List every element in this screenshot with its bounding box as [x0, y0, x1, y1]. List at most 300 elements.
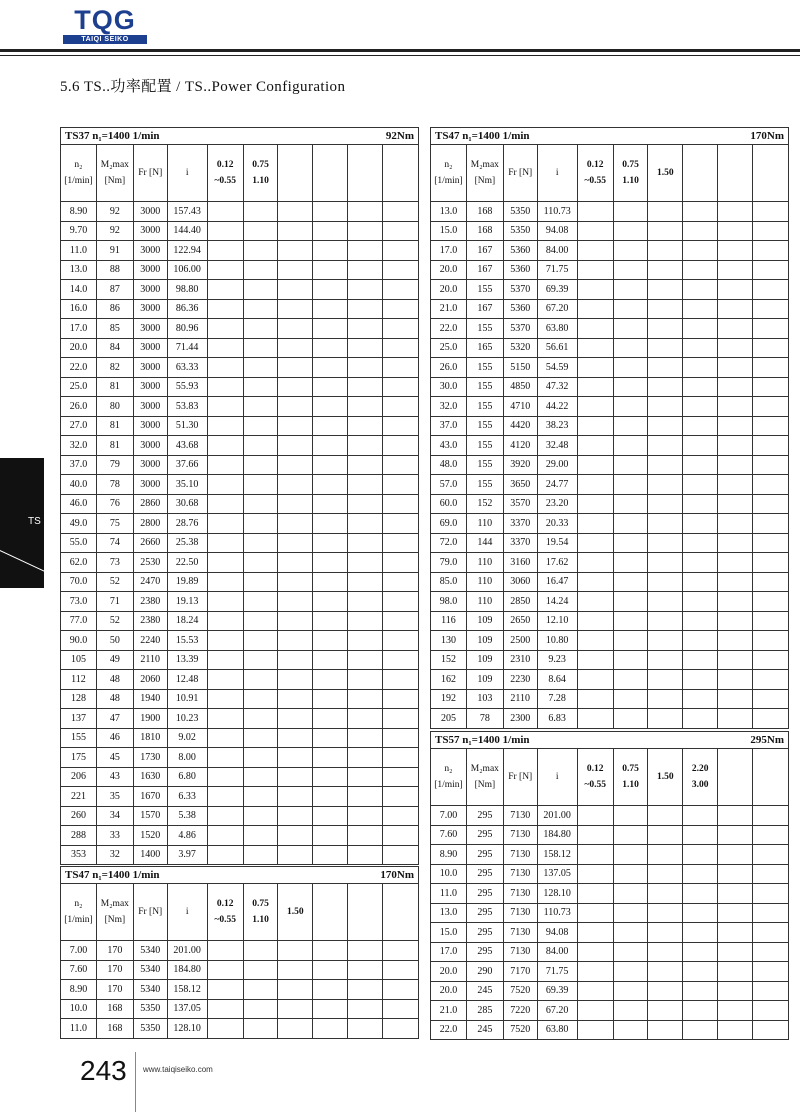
- data-cell: 1730: [133, 748, 167, 768]
- data-cell: 3000: [133, 299, 167, 319]
- data-cell: 16.47: [537, 572, 577, 592]
- power-cell: [278, 650, 313, 670]
- power-cell: [683, 806, 718, 826]
- power-cell: [243, 960, 278, 980]
- power-cell: [718, 455, 753, 475]
- table-row: [431, 416, 789, 436]
- power-cell: [313, 960, 348, 980]
- header-row: [431, 749, 789, 806]
- power-cell: [648, 923, 683, 943]
- power-cell: [613, 221, 648, 241]
- power-cell: [577, 572, 613, 592]
- power-cell: [718, 494, 753, 514]
- table-title-row: [431, 732, 789, 749]
- power-cell: [243, 611, 278, 631]
- power-cell: [243, 941, 278, 961]
- power-cell: [243, 670, 278, 690]
- power-cell: [313, 299, 348, 319]
- power-cell: [683, 592, 718, 612]
- power-cell: [718, 319, 753, 339]
- power-cell: [348, 709, 383, 729]
- data-cell: 63.80: [537, 319, 577, 339]
- data-cell: 78: [466, 709, 503, 729]
- data-cell: 7130: [503, 864, 537, 884]
- data-cell: 76: [96, 494, 133, 514]
- data-cell: 260: [61, 806, 97, 826]
- power-column-header: [348, 884, 383, 941]
- table-row: [431, 572, 789, 592]
- power-cell: [382, 728, 418, 748]
- power-cell: [382, 1019, 418, 1039]
- data-cell: 158.12: [167, 980, 207, 1000]
- power-cell: [313, 221, 348, 241]
- power-cell: [648, 611, 683, 631]
- data-cell: 55.93: [167, 377, 207, 397]
- data-cell: 25.38: [167, 533, 207, 553]
- data-cell: 47.32: [537, 377, 577, 397]
- column-header-fr: Fr [N]: [503, 749, 537, 806]
- power-cell: [613, 923, 648, 943]
- power-cell: [718, 670, 753, 690]
- power-cell: [718, 962, 753, 982]
- data-cell: 192: [431, 689, 467, 709]
- power-cell: [752, 299, 788, 319]
- power-column-header: [278, 145, 313, 202]
- power-cell: [348, 377, 383, 397]
- power-cell: [752, 494, 788, 514]
- power-cell: [313, 338, 348, 358]
- data-cell: 5350: [503, 221, 537, 241]
- power-cell: [278, 475, 313, 495]
- data-cell: 9.23: [537, 650, 577, 670]
- power-cell: [752, 397, 788, 417]
- power-cell: [313, 514, 348, 534]
- power-cell: [577, 338, 613, 358]
- data-cell: 10.0: [431, 864, 467, 884]
- data-cell: 3570: [503, 494, 537, 514]
- power-cell: [348, 826, 383, 846]
- data-cell: 155: [61, 728, 97, 748]
- table-row: [431, 533, 789, 553]
- table-row: [431, 611, 789, 631]
- data-cell: 85: [96, 319, 133, 339]
- power-cell: [718, 942, 753, 962]
- power-cell: [243, 709, 278, 729]
- power-cell: [648, 864, 683, 884]
- data-cell: 5.38: [167, 806, 207, 826]
- power-cell: [207, 572, 243, 592]
- power-cell: [207, 221, 243, 241]
- data-cell: 110: [466, 514, 503, 534]
- power-cell: [382, 709, 418, 729]
- data-cell: 295: [466, 884, 503, 904]
- data-cell: 110.73: [537, 202, 577, 222]
- power-cell: [648, 592, 683, 612]
- data-cell: 20.0: [431, 260, 467, 280]
- data-cell: 5360: [503, 299, 537, 319]
- power-cell: [577, 923, 613, 943]
- power-cell: [382, 670, 418, 690]
- data-cell: 295: [466, 845, 503, 865]
- power-cell: [718, 689, 753, 709]
- data-cell: 52: [96, 611, 133, 631]
- power-cell: [613, 903, 648, 923]
- power-cell: [683, 358, 718, 378]
- power-cell: [577, 319, 613, 339]
- power-column-header: 0.12 ~0.55: [207, 145, 243, 202]
- power-cell: [683, 1001, 718, 1021]
- table-title-row: [61, 867, 419, 884]
- power-cell: [648, 397, 683, 417]
- data-cell: 51.30: [167, 416, 207, 436]
- data-cell: 3000: [133, 436, 167, 456]
- power-cell: [348, 1019, 383, 1039]
- power-cell: [207, 728, 243, 748]
- power-cell: [648, 689, 683, 709]
- table-row: [431, 241, 789, 261]
- column-header-n2: n₂ [1/min]: [61, 884, 97, 941]
- power-cell: [613, 416, 648, 436]
- power-cell: [348, 221, 383, 241]
- power-column-header: [313, 884, 348, 941]
- power-cell: [752, 377, 788, 397]
- data-cell: 11.0: [61, 1019, 97, 1039]
- data-cell: 3000: [133, 241, 167, 261]
- power-cell: [718, 845, 753, 865]
- data-cell: 20.0: [431, 981, 467, 1001]
- data-cell: 32.0: [61, 436, 97, 456]
- data-cell: 9.02: [167, 728, 207, 748]
- power-cell: [683, 338, 718, 358]
- header-row: [431, 145, 789, 202]
- data-cell: 17.0: [431, 241, 467, 261]
- power-column-header: [718, 145, 753, 202]
- data-cell: 13.39: [167, 650, 207, 670]
- power-cell: [752, 514, 788, 534]
- logo-mark: TQG: [74, 5, 136, 35]
- data-cell: 353: [61, 845, 97, 865]
- power-cell: [207, 787, 243, 807]
- power-cell: [278, 338, 313, 358]
- data-cell: 105: [61, 650, 97, 670]
- data-cell: 3000: [133, 221, 167, 241]
- data-cell: 167: [466, 260, 503, 280]
- power-cell: [382, 202, 418, 222]
- data-cell: 81: [96, 377, 133, 397]
- power-cell: [313, 533, 348, 553]
- power-cell: [718, 377, 753, 397]
- table-row: [431, 377, 789, 397]
- power-cell: [752, 338, 788, 358]
- power-cell: [348, 592, 383, 612]
- table-row: [61, 319, 419, 339]
- power-cell: [313, 767, 348, 787]
- power-cell: [648, 241, 683, 261]
- data-cell: 2380: [133, 611, 167, 631]
- power-cell: [718, 923, 753, 943]
- data-cell: 3000: [133, 455, 167, 475]
- power-cell: [718, 903, 753, 923]
- data-cell: 86.36: [167, 299, 207, 319]
- power-cell: [243, 260, 278, 280]
- power-cell: [683, 319, 718, 339]
- power-cell: [278, 999, 313, 1019]
- power-cell: [348, 787, 383, 807]
- power-cell: [683, 533, 718, 553]
- power-cell: [752, 475, 788, 495]
- data-cell: 13.0: [61, 260, 97, 280]
- power-cell: [313, 592, 348, 612]
- power-cell: [313, 358, 348, 378]
- power-cell: [752, 923, 788, 943]
- data-cell: 1570: [133, 806, 167, 826]
- data-cell: 3920: [503, 455, 537, 475]
- power-cell: [577, 845, 613, 865]
- power-cell: [683, 903, 718, 923]
- power-cell: [348, 436, 383, 456]
- power-cell: [278, 592, 313, 612]
- power-cell: [207, 553, 243, 573]
- ts57-table: [430, 731, 789, 1040]
- power-cell: [648, 553, 683, 573]
- power-cell: [613, 475, 648, 495]
- data-cell: 80: [96, 397, 133, 417]
- data-cell: 7130: [503, 806, 537, 826]
- column-header-fr: Fr [N]: [133, 884, 167, 941]
- power-cell: [648, 631, 683, 651]
- data-cell: 128: [61, 689, 97, 709]
- data-cell: 2380: [133, 592, 167, 612]
- power-cell: [207, 767, 243, 787]
- power-cell: [683, 611, 718, 631]
- power-cell: [348, 999, 383, 1019]
- power-column-header: [752, 749, 788, 806]
- data-cell: 5370: [503, 319, 537, 339]
- power-cell: [683, 241, 718, 261]
- data-cell: 130: [431, 631, 467, 651]
- power-cell: [613, 319, 648, 339]
- data-cell: 74: [96, 533, 133, 553]
- table-row: [61, 358, 419, 378]
- data-cell: 85.0: [431, 572, 467, 592]
- power-cell: [243, 806, 278, 826]
- data-cell: 29.00: [537, 455, 577, 475]
- side-tab-label: TS: [28, 516, 41, 527]
- power-cell: [313, 416, 348, 436]
- data-cell: 30.68: [167, 494, 207, 514]
- data-cell: 22.0: [431, 1020, 467, 1040]
- table-row: [61, 611, 419, 631]
- data-cell: 6.83: [537, 709, 577, 729]
- power-cell: [207, 299, 243, 319]
- table-row: [431, 825, 789, 845]
- data-cell: 91: [96, 241, 133, 261]
- power-cell: [613, 202, 648, 222]
- data-cell: 26.0: [61, 397, 97, 417]
- data-cell: 84.00: [537, 942, 577, 962]
- table-row: [431, 592, 789, 612]
- power-cell: [752, 650, 788, 670]
- data-cell: 5350: [503, 202, 537, 222]
- data-cell: 3370: [503, 533, 537, 553]
- data-cell: 2470: [133, 572, 167, 592]
- table-row: [431, 280, 789, 300]
- power-cell: [683, 221, 718, 241]
- data-cell: 1670: [133, 787, 167, 807]
- data-cell: 184.80: [537, 825, 577, 845]
- power-cell: [718, 884, 753, 904]
- power-cell: [207, 650, 243, 670]
- power-cell: [752, 533, 788, 553]
- table-title-cell: [61, 128, 419, 145]
- table-row: [61, 592, 419, 612]
- data-cell: 201.00: [167, 941, 207, 961]
- data-cell: 7220: [503, 1001, 537, 1021]
- data-cell: 43: [96, 767, 133, 787]
- data-cell: 7130: [503, 884, 537, 904]
- power-cell: [243, 319, 278, 339]
- table-row: [61, 533, 419, 553]
- data-cell: 4.86: [167, 826, 207, 846]
- table-row: [431, 514, 789, 534]
- power-cell: [382, 319, 418, 339]
- power-cell: [613, 611, 648, 631]
- data-cell: 137.05: [537, 864, 577, 884]
- data-cell: 38.23: [537, 416, 577, 436]
- power-cell: [348, 514, 383, 534]
- power-cell: [243, 553, 278, 573]
- data-cell: 24.77: [537, 475, 577, 495]
- power-cell: [207, 338, 243, 358]
- data-cell: 45: [96, 748, 133, 768]
- power-cell: [382, 358, 418, 378]
- column-header-m2max: M₂max [Nm]: [466, 749, 503, 806]
- power-cell: [613, 514, 648, 534]
- data-cell: 27.0: [61, 416, 97, 436]
- data-cell: 79: [96, 455, 133, 475]
- data-cell: 32.48: [537, 436, 577, 456]
- power-column-header: [718, 749, 753, 806]
- power-cell: [313, 941, 348, 961]
- table-row: [431, 709, 789, 729]
- table-row: [431, 358, 789, 378]
- data-cell: 122.94: [167, 241, 207, 261]
- data-cell: 84.00: [537, 241, 577, 261]
- power-cell: [278, 1019, 313, 1039]
- data-cell: 7520: [503, 1020, 537, 1040]
- data-cell: 81: [96, 436, 133, 456]
- power-cell: [577, 514, 613, 534]
- power-cell: [718, 709, 753, 729]
- column-header-fr: Fr [N]: [503, 145, 537, 202]
- data-cell: 10.80: [537, 631, 577, 651]
- power-cell: [207, 455, 243, 475]
- power-cell: [613, 942, 648, 962]
- power-cell: [348, 397, 383, 417]
- power-cell: [752, 221, 788, 241]
- power-cell: [348, 748, 383, 768]
- power-cell: [207, 980, 243, 1000]
- power-cell: [313, 572, 348, 592]
- table-title: TS47 n₁=1400 1/min: [435, 129, 530, 142]
- power-cell: [718, 299, 753, 319]
- power-cell: [683, 650, 718, 670]
- table-row: [431, 942, 789, 962]
- data-cell: 52: [96, 572, 133, 592]
- power-cell: [243, 728, 278, 748]
- data-cell: 106.00: [167, 260, 207, 280]
- data-cell: 11.0: [61, 241, 97, 261]
- power-column-header: [382, 884, 418, 941]
- power-cell: [313, 241, 348, 261]
- power-cell: [613, 533, 648, 553]
- data-cell: 37.0: [61, 455, 97, 475]
- power-cell: [207, 806, 243, 826]
- data-cell: 128.10: [537, 884, 577, 904]
- power-cell: [718, 592, 753, 612]
- power-cell: [207, 960, 243, 980]
- data-cell: 26.0: [431, 358, 467, 378]
- power-cell: [577, 299, 613, 319]
- power-cell: [613, 572, 648, 592]
- data-cell: 290: [466, 962, 503, 982]
- data-cell: 4120: [503, 436, 537, 456]
- power-cell: [207, 845, 243, 865]
- data-cell: 71.44: [167, 338, 207, 358]
- table-title-cell: [431, 732, 789, 749]
- column-header-i: i: [537, 749, 577, 806]
- power-cell: [278, 611, 313, 631]
- table-row: [431, 962, 789, 982]
- power-cell: [278, 533, 313, 553]
- header-rule-thin: [0, 55, 800, 56]
- power-cell: [577, 260, 613, 280]
- data-cell: 1630: [133, 767, 167, 787]
- data-cell: 19.13: [167, 592, 207, 612]
- power-cell: [243, 397, 278, 417]
- data-cell: 3000: [133, 280, 167, 300]
- power-cell: [683, 709, 718, 729]
- power-cell: [313, 436, 348, 456]
- data-cell: 88: [96, 260, 133, 280]
- data-cell: 8.90: [61, 980, 97, 1000]
- power-cell: [243, 299, 278, 319]
- data-cell: 167: [466, 241, 503, 261]
- table-row: [431, 260, 789, 280]
- power-cell: [348, 611, 383, 631]
- power-cell: [348, 631, 383, 651]
- data-cell: 7130: [503, 845, 537, 865]
- power-cell: [348, 572, 383, 592]
- data-cell: 8.90: [431, 845, 467, 865]
- data-cell: 206: [61, 767, 97, 787]
- power-cell: [577, 884, 613, 904]
- power-cell: [278, 689, 313, 709]
- rated-torque: 170Nm: [750, 129, 784, 142]
- power-column-header: 2.20 3.00: [683, 749, 718, 806]
- power-cell: [278, 787, 313, 807]
- power-cell: [718, 202, 753, 222]
- power-cell: [278, 241, 313, 261]
- power-cell: [577, 397, 613, 417]
- data-cell: 110: [466, 572, 503, 592]
- power-cell: [243, 572, 278, 592]
- power-cell: [243, 592, 278, 612]
- power-cell: [382, 494, 418, 514]
- data-cell: 15.0: [431, 923, 467, 943]
- power-cell: [382, 514, 418, 534]
- data-cell: 75: [96, 514, 133, 534]
